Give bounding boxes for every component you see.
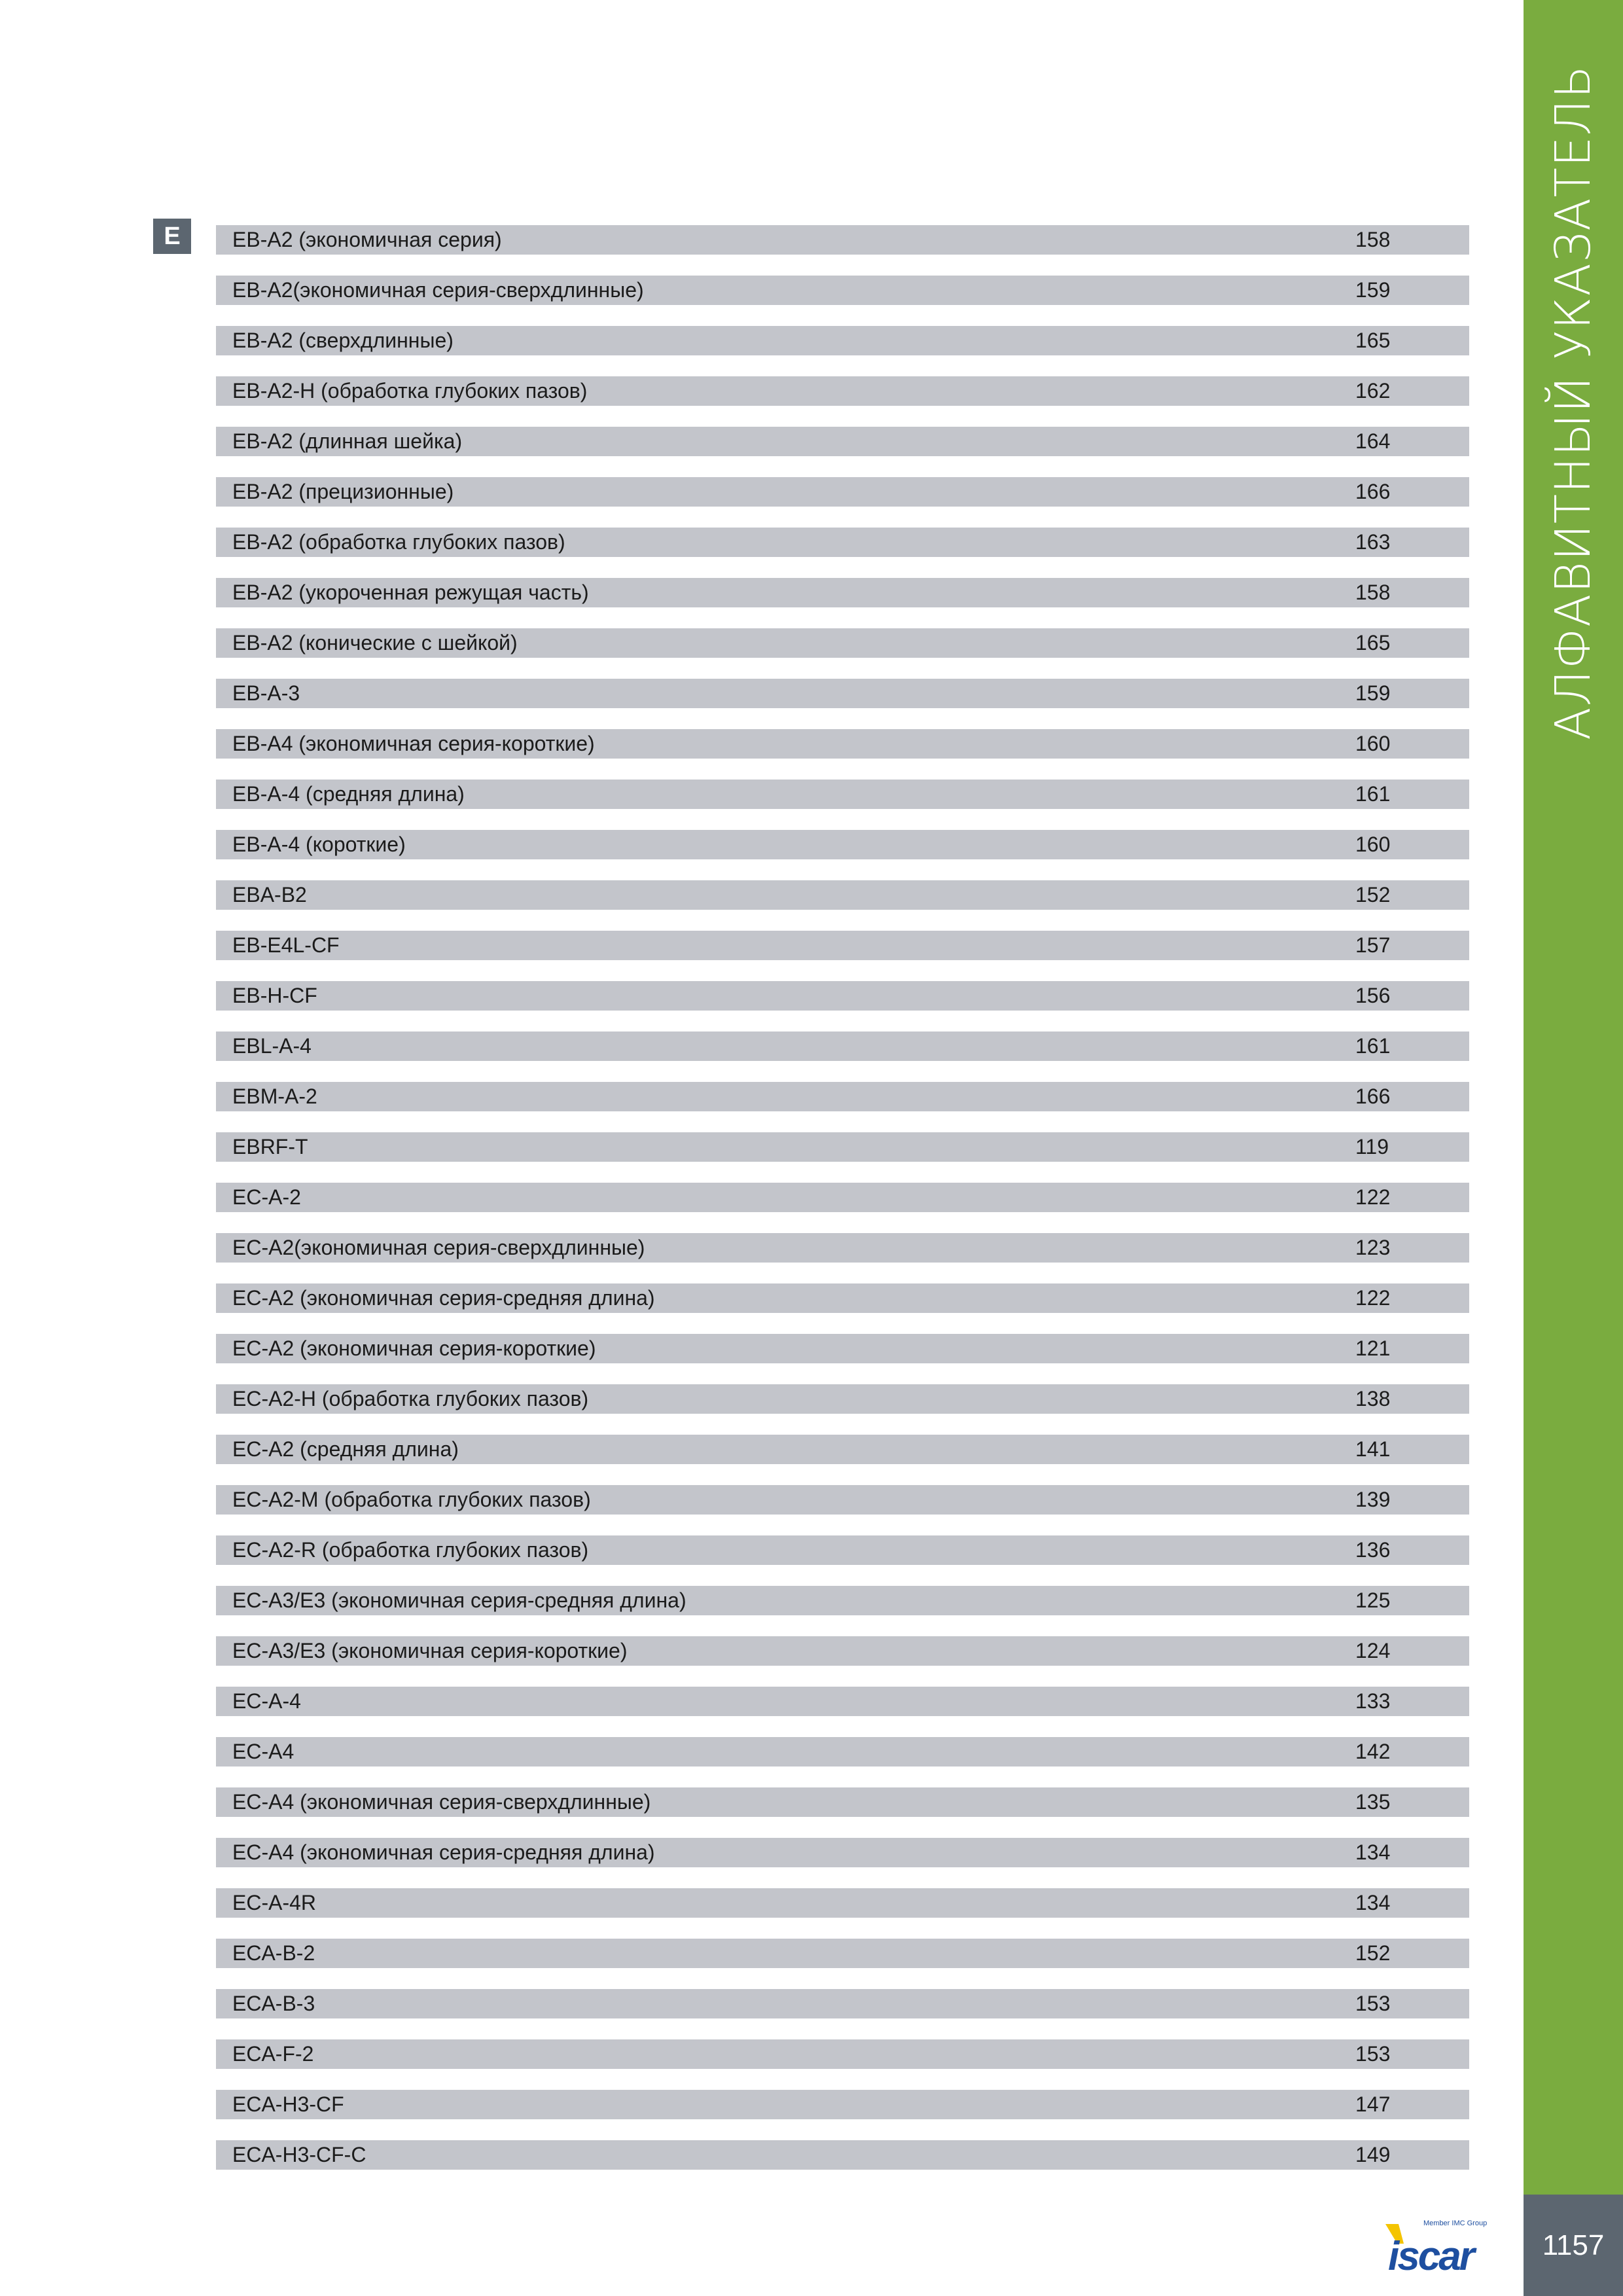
index-entry-name: EBRF-T — [232, 1135, 308, 1158]
index-row[interactable] — [216, 1737, 1469, 1767]
index-entry-name: ECA-H3-CF — [232, 2092, 344, 2116]
index-row[interactable] — [216, 578, 1469, 607]
index-entry-page: 121 — [1355, 1336, 1391, 1360]
index-entry-page: 152 — [1355, 1941, 1391, 1965]
index-entry-page: 164 — [1355, 429, 1391, 453]
index-row[interactable] — [216, 1939, 1469, 1968]
index-entry-page: 139 — [1355, 1488, 1391, 1511]
index-entry-page: 160 — [1355, 732, 1391, 755]
index-entry-name: EB-A2 (сверхдлинные) — [232, 329, 454, 352]
index-list — [216, 225, 1469, 2191]
index-entry-name: EC-A4 (экономичная серия-сверхдлинные) — [232, 1790, 651, 1814]
index-row[interactable] — [216, 326, 1469, 355]
index-row[interactable] — [216, 628, 1469, 658]
index-entry-page: 134 — [1355, 1891, 1391, 1914]
logo-wordmark: iscar — [1388, 2234, 1473, 2276]
index-entry-name: ECA-B-3 — [232, 1992, 315, 2015]
index-entry-page: 153 — [1355, 2042, 1391, 2066]
index-row[interactable] — [216, 1334, 1469, 1363]
index-entry-page: 124 — [1355, 1639, 1391, 1662]
index-entry-page: 119 — [1355, 1135, 1389, 1158]
index-entry-name: EC-A2 (средняя длина) — [232, 1437, 459, 1461]
index-row[interactable] — [216, 880, 1469, 910]
side-title — [1524, 0, 1623, 805]
index-entry-name: EB-A2-H (обработка глубоких пазов) — [232, 379, 588, 403]
index-entry-name: EBM-A-2 — [232, 1085, 317, 1108]
index-entry-name: EC-A2 (экономичная серия-средняя длина) — [232, 1286, 655, 1310]
index-entry-name: EB-A2(экономичная серия-сверхдлинные) — [232, 278, 644, 302]
index-entry-page: 163 — [1355, 530, 1391, 554]
index-entry-name: EC-A-4R — [232, 1891, 317, 1914]
index-row[interactable] — [216, 1787, 1469, 1817]
index-row[interactable] — [216, 1838, 1469, 1867]
index-entry-page: 156 — [1355, 984, 1391, 1007]
logo-tagline: Member IMC Group — [1423, 2219, 1488, 2227]
index-entry-page: 138 — [1355, 1387, 1391, 1410]
page-number: 1157 — [1524, 2195, 1623, 2296]
side-title-text: АЛФАВИТНЫЙ УКАЗАТЕЛЬ — [1545, 64, 1602, 741]
index-entry-page: 157 — [1355, 933, 1391, 957]
index-entry-name: ECA-B-2 — [232, 1941, 315, 1965]
index-entry-name: EB-A-4 (короткие) — [232, 833, 406, 856]
index-entry-name: EB-A2 (длинная шейка) — [232, 429, 463, 453]
iscar-logo — [1384, 2211, 1515, 2276]
index-entry-name: ECA-H3-CF-C — [232, 2143, 366, 2166]
index-row[interactable] — [216, 1183, 1469, 1212]
index-entry-page: 149 — [1355, 2143, 1391, 2166]
index-entry-page: 166 — [1355, 480, 1391, 503]
index-entry-page: 122 — [1355, 1286, 1391, 1310]
index-entry-name: EB-A2 (укороченная режущая часть) — [232, 581, 589, 604]
index-entry-page: 122 — [1355, 1185, 1391, 1209]
index-entry-name: EB-A-3 — [232, 681, 300, 705]
index-row[interactable] — [216, 931, 1469, 960]
index-row[interactable] — [216, 225, 1469, 255]
index-row[interactable] — [216, 2039, 1469, 2069]
index-entry-name: EC-A2-M (обработка глубоких пазов) — [232, 1488, 591, 1511]
index-entry-name: EC-A3/E3 (экономичная серия-средняя длина) — [232, 1588, 687, 1612]
index-entry-page: 160 — [1355, 833, 1391, 856]
index-entry-name: EBL-A-4 — [232, 1034, 312, 1058]
index-row[interactable] — [216, 1485, 1469, 1515]
index-entry-page: 133 — [1355, 1689, 1391, 1713]
index-entry-page: 159 — [1355, 681, 1391, 705]
index-entry-name: EB-E4L-CF — [232, 933, 340, 957]
index-row[interactable] — [216, 1283, 1469, 1313]
index-row[interactable] — [216, 1535, 1469, 1565]
index-row[interactable] — [216, 1888, 1469, 1918]
index-entry-name: EB-A2 (обработка глубоких пазов) — [232, 530, 565, 554]
index-row[interactable] — [216, 2140, 1469, 2170]
index-entry-name: EC-A2(экономичная серия-сверхдлинные) — [232, 1236, 645, 1259]
index-entry-name: EC-A4 (экономичная серия-средняя длина) — [232, 1840, 655, 1864]
index-entry-page: 147 — [1355, 2092, 1391, 2116]
index-row[interactable] — [216, 1384, 1469, 1414]
index-entry-name: EB-A2 (экономичная серия) — [232, 228, 502, 251]
index-row[interactable] — [216, 276, 1469, 305]
index-row[interactable] — [216, 830, 1469, 859]
index-entry-page: 142 — [1355, 1740, 1391, 1763]
index-entry-page: 136 — [1355, 1538, 1391, 1562]
index-row[interactable] — [216, 981, 1469, 1011]
index-row[interactable] — [216, 1989, 1469, 2018]
index-row[interactable] — [216, 1031, 1469, 1061]
index-entry-page: 134 — [1355, 1840, 1391, 1864]
index-entry-page: 125 — [1355, 1588, 1391, 1612]
section-letter-tab: E — [153, 219, 191, 254]
index-entry-page: 159 — [1355, 278, 1391, 302]
index-entry-page: 161 — [1355, 1034, 1391, 1058]
index-entry-name: EB-H-CF — [232, 984, 317, 1007]
index-entry-name: EBA-B2 — [232, 883, 307, 906]
index-entry-page: 161 — [1355, 782, 1391, 806]
index-row[interactable] — [216, 679, 1469, 708]
index-entry-name: EC-A-4 — [232, 1689, 301, 1713]
index-entry-page: 165 — [1355, 631, 1391, 655]
index-row[interactable] — [216, 1132, 1469, 1162]
index-row[interactable] — [216, 1082, 1469, 1111]
index-entry-page: 135 — [1355, 1790, 1391, 1814]
index-entry-page: 158 — [1355, 581, 1391, 604]
index-row[interactable] — [216, 2090, 1469, 2119]
index-entry-name: EC-A2 (экономичная серия-короткие) — [232, 1336, 596, 1360]
index-entry-page: 153 — [1355, 1992, 1391, 2015]
index-row[interactable] — [216, 1233, 1469, 1263]
index-row[interactable] — [216, 1687, 1469, 1716]
index-row[interactable] — [216, 1435, 1469, 1464]
index-entry-name: EB-A2 (конические с шейкой) — [232, 631, 518, 655]
index-row[interactable] — [216, 1636, 1469, 1666]
index-row[interactable] — [216, 729, 1469, 759]
index-entry-name: EB-A-4 (средняя длина) — [232, 782, 465, 806]
index-entry-page: 158 — [1355, 228, 1391, 251]
index-entry-page: 141 — [1355, 1437, 1391, 1461]
index-row[interactable] — [216, 427, 1469, 456]
index-entry-name: EC-A-2 — [232, 1185, 301, 1209]
index-entry-page: 123 — [1355, 1236, 1391, 1259]
index-row[interactable] — [216, 477, 1469, 507]
index-entry-name: EC-A2-H (обработка глубоких пазов) — [232, 1387, 589, 1410]
index-entry-name: EC-A2-R (обработка глубоких пазов) — [232, 1538, 589, 1562]
index-row[interactable] — [216, 780, 1469, 809]
index-entry-page: 165 — [1355, 329, 1391, 352]
index-entry-name: EB-A2 (прецизионные) — [232, 480, 454, 503]
index-entry-name: EB-A4 (экономичная серия-короткие) — [232, 732, 595, 755]
index-row[interactable] — [216, 1586, 1469, 1615]
index-entry-page: 166 — [1355, 1085, 1391, 1108]
index-entry-name: EC-A3/E3 (экономичная серия-короткие) — [232, 1639, 628, 1662]
index-entry-page: 162 — [1355, 379, 1391, 403]
index-entry-name: ECA-F-2 — [232, 2042, 314, 2066]
index-entry-page: 152 — [1355, 883, 1391, 906]
index-row[interactable] — [216, 376, 1469, 406]
index-row[interactable] — [216, 528, 1469, 557]
index-entry-name: EC-A4 — [232, 1740, 294, 1763]
